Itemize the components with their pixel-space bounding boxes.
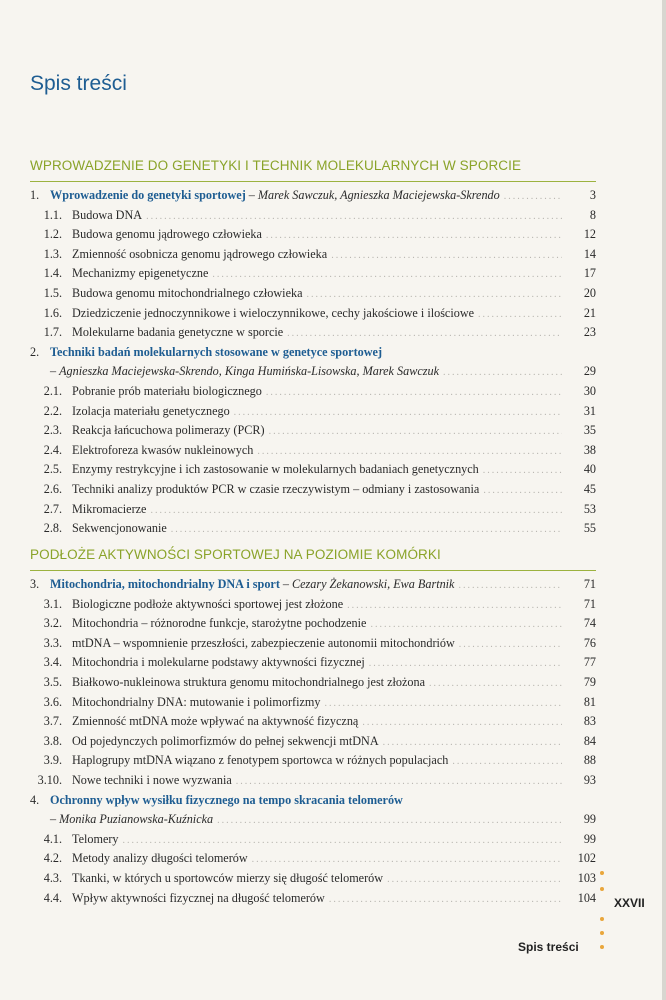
subsection-number: 1.6.: [43, 305, 62, 320]
subsection-title: Tkanki, w których u sportowców mierzy się długość telomerów: [72, 870, 384, 885]
dot-leader: [252, 850, 562, 870]
toc-subsection-row[interactable]: [30, 382, 596, 402]
dot-leader: [266, 383, 562, 403]
subsection-title: Od pojedynczych polimorfizmów do pełnej sekwencji mtDNA: [72, 733, 379, 748]
toc-subsection-row[interactable]: [30, 206, 596, 226]
subsection-title: Techniki analizy produktów PCR w czasie rzeczywistym – odmiany i zastosowania: [72, 481, 480, 496]
subsection-number: 1.7.: [43, 325, 62, 340]
dot-leader: [324, 694, 562, 714]
subsection-number: 2.3.: [43, 423, 62, 438]
subsection-number: 2.7.: [43, 501, 62, 516]
subsection-title: Nowe techniki i nowe wyzwania: [72, 772, 232, 787]
toc-subsection-row[interactable]: [30, 480, 596, 500]
dot-leader: [257, 442, 562, 462]
subsection-number: 1.4.: [43, 266, 62, 281]
toc-subsection-row[interactable]: [30, 264, 596, 284]
page-number: 3: [589, 188, 596, 202]
toc-chapter-authors-row[interactable]: [30, 810, 596, 830]
toc-subsection-row[interactable]: [30, 712, 596, 732]
page-folio: XXVII: [614, 896, 645, 910]
toc-subsection-row[interactable]: [30, 614, 596, 634]
page-number: 29: [583, 364, 596, 379]
subsection-number: 1.1.: [43, 207, 62, 222]
subsection-title: Sekwencjonowanie: [72, 521, 167, 536]
subsection-title: Dziedziczenie jednoczynnikowe i wieloczynnikowe, cechy jakościowe i ilościowe: [72, 305, 475, 320]
toc-subsection-row[interactable]: [30, 421, 596, 441]
chapter-authors: Cezary Żekanowski, Ewa Bartnik: [291, 577, 455, 591]
subsection-number: 1.2.: [43, 227, 62, 242]
page-number: 81: [583, 694, 596, 709]
page-number: 17: [583, 266, 596, 281]
dot-leader: [212, 265, 562, 285]
subsection-number: 4.1.: [43, 831, 62, 846]
page-number: 88: [583, 753, 596, 768]
toc-list: [30, 575, 596, 908]
dot-leader: [234, 403, 562, 423]
dot-leader: [146, 207, 562, 227]
subsection-number: 4.2.: [43, 851, 62, 866]
toc-section-1: [30, 158, 596, 539]
subsection-title: Mikromacierze: [72, 501, 147, 516]
toc-subsection-row[interactable]: [30, 595, 596, 615]
subsection-title: Izolacja materiału genetycznego: [72, 403, 230, 418]
subsection-title: Zmienność mtDNA może wpływać na aktywność fizyczną: [72, 714, 359, 729]
chapter-number: 4.: [30, 792, 40, 807]
page-number: 23: [583, 325, 596, 340]
dot-leader: [362, 713, 562, 733]
page-number: 83: [583, 714, 596, 729]
subsection-title: Mitochondrialny DNA: mutowanie i polimorfizmy: [72, 694, 321, 709]
toc-subsection-row[interactable]: [30, 830, 596, 850]
chapter-number: 3.: [30, 577, 40, 591]
chapter-title: Techniki badań molekularnych stosowane w genetyce sportowej: [50, 344, 383, 359]
dot-leader: [483, 481, 562, 501]
page-number: 40: [583, 462, 596, 477]
toc-subsection-row[interactable]: [30, 889, 596, 909]
toc-subsection-row[interactable]: [30, 653, 596, 673]
subsection-number: 3.9.: [43, 753, 62, 768]
toc-subsection-row[interactable]: [30, 849, 596, 869]
author-separator: –: [50, 364, 57, 379]
dot-leader: [443, 363, 562, 383]
page-number: 93: [583, 772, 596, 787]
page-number: 38: [583, 442, 596, 457]
page-number: 77: [583, 655, 596, 670]
page-number: 102: [577, 851, 596, 866]
subsection-title: Pobranie prób materiału biologicznego: [72, 383, 262, 398]
subsection-number: 4.4.: [43, 890, 62, 905]
dot-leader: [452, 752, 562, 772]
dot-leader: [123, 831, 562, 851]
section-rule: [30, 570, 596, 571]
subsection-number: 3.6.: [43, 694, 62, 709]
subsection-title: Zmienność osobnicza genomu jądrowego człowieka: [72, 246, 328, 261]
dot-leader: [217, 811, 562, 831]
dot-leader: [387, 870, 562, 890]
subsection-title: mtDNA – wspomnienie przeszłości, zabezpieczenie autonomii mitochondriów: [72, 635, 455, 650]
subsection-title: Mitochondria i molekularne podstawy aktywności fizycznej: [72, 655, 365, 670]
dot-leader: [266, 226, 562, 246]
toc-subsection-row[interactable]: [30, 460, 596, 480]
toc-subsection-row[interactable]: [30, 441, 596, 461]
page-number: 30: [583, 383, 596, 398]
page-title: Spis treści: [30, 72, 127, 96]
chapter-authors: Agnieszka Maciejewska-Skrendo, Kinga Humińska-Lisowska, Marek Sawczuk: [59, 364, 439, 379]
subsection-title: Budowa genomu mitochondrialnego człowieka: [72, 285, 303, 300]
toc-subsection-row[interactable]: [30, 245, 596, 265]
toc-subsection-row[interactable]: [30, 634, 596, 654]
subsection-number: 3.5.: [43, 674, 62, 689]
subsection-title: Elektroforeza kwasów nukleinowych: [72, 442, 254, 457]
dot-leader: [347, 596, 562, 616]
subsection-number: 3.7.: [43, 714, 62, 729]
dot-leader: [459, 635, 562, 655]
dot-leader: [150, 501, 562, 521]
page-number: 53: [583, 501, 596, 516]
subsection-title: Budowa DNA: [72, 207, 143, 222]
subsection-number: 1.3.: [43, 246, 62, 261]
section-heading: PODŁOŻE AKTYWNOŚCI SPORTOWEJ NA POZIOMIE KOMÓRKI: [30, 547, 441, 562]
page-number: 104: [577, 890, 596, 905]
dot-leader: [478, 305, 562, 325]
chapter-number: 2.: [30, 344, 40, 359]
subsection-number: 2.5.: [43, 462, 62, 477]
dot-leader: [331, 246, 562, 266]
subsection-number: 2.2.: [43, 403, 62, 418]
dot-leader: [383, 733, 562, 753]
subsection-number: 3.4.: [43, 655, 62, 670]
page-number: 71: [583, 596, 596, 611]
toc-chapter-row[interactable]: [30, 186, 596, 206]
chapter-number: 1.: [30, 188, 40, 202]
subsection-title: Haplogrupy mtDNA wiązano z fenotypem sportowca w różnych populacjach: [72, 753, 449, 768]
page-number: 79: [583, 674, 596, 689]
dot-leader: [370, 615, 562, 635]
toc-subsection-row[interactable]: [30, 225, 596, 245]
page-number: 76: [583, 635, 596, 650]
subsection-number: 4.3.: [43, 870, 62, 885]
toc-subsection-row[interactable]: [30, 673, 596, 693]
subsection-title: Mechanizmy epigenetyczne: [72, 266, 209, 281]
toc-list: [30, 186, 596, 539]
author-separator: –: [282, 577, 289, 591]
author-separator: –: [50, 812, 57, 827]
page-number: 103: [577, 870, 596, 885]
page-number: 8: [589, 207, 596, 222]
page-number: 45: [583, 481, 596, 496]
page-number: 74: [583, 616, 596, 631]
chapter-title: Ochronny wpływ wysiłku fizycznego na tempo skracania telomerów: [50, 792, 403, 807]
toc-subsection-row[interactable]: [30, 693, 596, 713]
subsection-number: 2.1.: [43, 383, 62, 398]
toc-chapter-row[interactable]: [30, 575, 596, 595]
subsection-title: Enzymy restrykcyjne i ich zastosowanie w molekularnych badaniach genetycznych: [72, 462, 479, 477]
section-rule: [30, 181, 596, 182]
page-number: 12: [583, 227, 596, 242]
subsection-title: Metody analizy długości telomerów: [72, 851, 248, 866]
subsection-number: 3.10.: [37, 772, 62, 787]
dot-leader: [329, 890, 562, 910]
toc-subsection-row[interactable]: [30, 402, 596, 422]
dot-leader: [307, 285, 563, 305]
chapter-authors: Marek Sawczuk, Agnieszka Maciejewska-Skrendo: [257, 188, 500, 202]
toc-subsection-row[interactable]: [30, 304, 596, 324]
subsection-title: Reakcja łańcuchowa polimerazy (PCR): [72, 423, 265, 438]
page-number: 84: [583, 733, 596, 748]
page-number: 99: [583, 831, 596, 846]
dot-leader: [504, 187, 562, 207]
toc-chapter-authors-row[interactable]: [30, 362, 596, 382]
page-edge: [662, 0, 666, 1000]
toc-subsection-row[interactable]: [30, 869, 596, 889]
toc-subsection-row[interactable]: [30, 771, 596, 791]
toc-chapter-row[interactable]: [30, 791, 596, 811]
subsection-title: Telomery: [72, 831, 119, 846]
toc-subsection-row[interactable]: [30, 500, 596, 520]
subsection-title: Białkowo-nukleinowa struktura genomu mitochondrialnego jest złożona: [72, 674, 426, 689]
page-number: 71: [583, 577, 596, 591]
page-number: 35: [583, 423, 596, 438]
chapter-authors: Monika Puzianowska-Kuźnicka: [59, 812, 214, 827]
dot-leader: [429, 674, 562, 694]
subsection-title: Molekularne badania genetyczne w sporcie: [72, 325, 284, 340]
page-number: 14: [583, 246, 596, 261]
subsection-number: 3.8.: [43, 733, 62, 748]
page-number: 20: [583, 285, 596, 300]
page-number: 99: [583, 812, 596, 827]
subsection-title: Wpływ aktywności fizycznej na długość telomerów: [72, 890, 325, 905]
chapter-title: Mitochondria, mitochondrialny DNA i sport: [50, 577, 280, 591]
subsection-number: 2.4.: [43, 442, 62, 457]
page-number: 31: [583, 403, 596, 418]
toc-subsection-row[interactable]: [30, 323, 596, 343]
author-separator: –: [248, 188, 255, 202]
subsection-number: 2.6.: [43, 481, 62, 496]
subsection-number: 3.2.: [43, 616, 62, 631]
subsection-title: Mitochondria – różnorodne funkcje, starożytne pochodzenie: [72, 616, 367, 631]
page-number: 55: [583, 521, 596, 536]
toc-subsection-row[interactable]: [30, 519, 596, 539]
dot-leader: [458, 576, 562, 596]
dot-leader: [369, 654, 562, 674]
toc-subsection-row[interactable]: [30, 732, 596, 752]
toc-section-2: [30, 547, 596, 908]
running-footer: Spis treści: [518, 940, 579, 954]
dot-leader: [269, 422, 562, 442]
subsection-number: 2.8.: [43, 521, 62, 536]
dot-leader: [171, 520, 562, 540]
subsection-number: 3.3.: [43, 635, 62, 650]
page-number: 21: [583, 305, 596, 320]
subsection-number: 1.5.: [43, 285, 62, 300]
subsection-title: Budowa genomu jądrowego człowieka: [72, 227, 262, 242]
toc-subsection-row[interactable]: [30, 751, 596, 771]
chapter-title: Wprowadzenie do genetyki sportowej: [50, 188, 246, 202]
toc-subsection-row[interactable]: [30, 284, 596, 304]
subsection-title: Biologiczne podłoże aktywności sportowej jest złożone: [72, 596, 344, 611]
section-heading: WPROWADZENIE DO GENETYKI I TECHNIK MOLEKULARNYCH W SPORCIE: [30, 158, 522, 173]
toc-chapter-row[interactable]: [30, 343, 596, 363]
dot-leader: [287, 324, 562, 344]
subsection-number: 3.1.: [43, 596, 62, 611]
dot-leader: [236, 772, 562, 792]
dot-leader: [483, 461, 562, 481]
